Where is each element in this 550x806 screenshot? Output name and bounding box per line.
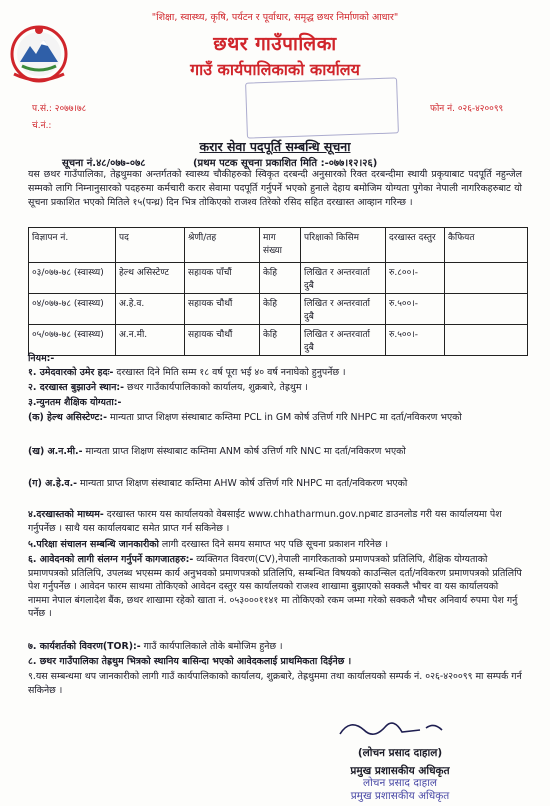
submission-place-label: २. दरखास्त बुझाउने स्थान:-: [28, 382, 125, 393]
office-stamp: [245, 77, 399, 138]
column-header: दरखास्त दस्तुर: [386, 228, 445, 263]
notice-date: (प्रथम पटक सूचना प्रकाशित मिति :-०७७।१२।२६): [192, 158, 378, 169]
table-row: [29, 325, 528, 356]
application-medium-text: दरखास्त फारम यस कार्यालयको वेबसाईट www.chhatharmun.gov.npबाट डाउनलोड गरी यस कार्यालयमा पेश गर्नुपर्नेछ । साथै यस कार्यालयबाट समेत प्राप्त गर्न सकिनेछ ।: [28, 509, 502, 534]
submission-place-item: [28, 381, 522, 395]
qualification-ahw-text: मान्यता प्राप्त शिक्षण संस्थाबाट कम्तिमा AHW कोर्ष उत्तिर्ण गरि NHPC मा दर्ता/नविकरण भएको: [77, 478, 408, 489]
column-header: परिक्षाको किसिम: [301, 228, 386, 263]
phone-number: फोन नं. ०२६-४२००९९: [430, 104, 504, 114]
table-cell: केहि: [260, 325, 301, 356]
contact-text: ९.यस सम्बन्धमा थप जानकारीको लागी गाउँ कार्यपालिकाको कार्यालय, शुक्रबारे, तेह्रथुममा तथा कार्यालयको सम्पर्क नं. ०२६-४२००९९ मा सम्पर्क गर्न सकिनेछ ।: [28, 671, 522, 696]
table-cell: लिखित र अन्तरवार्ता दुबै: [301, 325, 386, 356]
contact-item: [28, 670, 522, 697]
motto: "शिक्षा, स्वास्थ्य, कृषि, पर्यटन र पूर्वाधार, समृद्ध छथर निर्माणको आधार": [151, 12, 399, 23]
qualification-ahw: [28, 477, 522, 491]
age-limit-label: १. उमेदवारको उमेर हदः-: [28, 367, 114, 378]
required-documents-label: ६. आवेदनको लागी संलग्न गर्नुपर्ने कागजातहरु:-: [28, 554, 194, 565]
reference-number: प.सं.: २०७७।७८: [32, 104, 87, 114]
priority-item: [28, 655, 522, 669]
table-cell: सहायक चौथौं: [185, 325, 260, 356]
table-cell: ०४/०७७-७८ (स्वास्थ्य): [29, 294, 116, 325]
table-cell: रु.५००।-: [386, 325, 445, 356]
tor-text: गाउँ कार्यपालिकाले तोके बमोजिम हुनेछ ।: [140, 641, 283, 652]
column-header: श्रेणी/तह: [185, 228, 260, 263]
exam-info-item: [28, 538, 522, 552]
tor-label: ७. कार्यशर्तको विवरण(TOR):-: [28, 641, 141, 652]
signature-scribble: [330, 712, 460, 746]
submission-place-text: छथर गाउँकार्यपालिकाको कार्यालय, शुक्रबारे, तेह्रथुम ।: [124, 382, 308, 393]
table-cell: ०५/०७७-७८ (स्वास्थ्य): [29, 325, 116, 356]
notice-title: करार सेवा पदपूर्ति सम्बन्धि सूचना: [199, 139, 351, 154]
signature-stamp-name: लोचन प्रसाद दाहाल: [362, 777, 438, 789]
column-header: कैफियत: [445, 228, 528, 263]
dispatch-number: चं.नं.:: [32, 121, 52, 131]
table-cell: लिखित र अन्तरवार्ता दुबै: [301, 263, 386, 294]
qualification-ha-text: मान्यता प्राप्त शिक्षण संस्थाबाट कम्तिमा PCL in GM कोर्ष उत्तिर्ण गरि NHPC मा दर्ता/नविकरण भएको: [106, 412, 462, 423]
qualification-anm-text: मान्यता प्राप्त शिक्षण संस्थाबाट कम्तिमा ANM कोर्ष उत्तिर्ण गरि NNC मा दर्ता/नविकरण भएको: [82, 446, 406, 457]
table-cell: हेल्थ असिस्टेण्ट: [116, 263, 185, 294]
signature-stamp-role: प्रमुख प्रशासकीय अधिकृत: [350, 790, 450, 802]
intro-paragraph: यस छथर गाउँपालिका, तेह्रथुमका अन्तर्गतको स्वास्थ्य चौकीहरुको स्विकृत दरबन्दी अनुसारको रिक्त दरबन्दीमा स्थायी प्रकृयाबाट पदपूर्ति नहुन्जेल सम्मको लागि निम्नानुसारको पदहरुमा कर्मचारी करार सेवामा पदपूर्ति गर्नुपर्ने भएको हुनाले देहाय बमोजिम योग्यता पुगेका नेपाली नागरिकहरुबाट यो सूचना प्रकाशित भएको मितिले १५(पन्ध्र) दिन भित्र तोकिएको राजश्व तिरेको रसिद सहित दरखास्त आव्हान गरिन्छ ।: [28, 169, 522, 208]
table-cell: केहि: [260, 263, 301, 294]
qualification-heading-text: ३.न्युनतम शैक्षिक योग्यता:-: [28, 397, 122, 408]
qualification-ha-label: (क) हेल्थ असिस्टेण्ट:-: [28, 412, 107, 423]
priority-text: ८. छथर गाउँपालिका तेह्रथुम भित्रको स्थानिय बासिन्दा भएको आवेदकलाई प्राथमिकता दिईनेछ ।: [28, 656, 352, 667]
qualification-heading: [28, 396, 522, 410]
terms-heading: [28, 352, 522, 366]
notice-number: सूचना नं.४८/०७७-०७८: [62, 158, 146, 169]
table-cell: रु.५००।-: [386, 294, 445, 325]
tor-item: [28, 640, 522, 654]
signer-role: प्रमुख प्रशासकीय अधिकृत: [350, 765, 450, 777]
notice-number-line: [62, 155, 377, 169]
signer-name: (लोचन प्रसाद दाहाल): [357, 747, 443, 759]
table-row: [29, 263, 528, 294]
application-medium-label: ४.दरखास्तको माध्यम-: [28, 509, 104, 520]
column-header: पद: [116, 228, 185, 263]
org-name: छथर गाउँपालिका: [213, 33, 337, 55]
table-cell: लिखित र अन्तरवार्ता दुबै: [301, 294, 386, 325]
qualification-ha: [28, 411, 522, 425]
table-cell: अ.न.मी.: [116, 325, 185, 356]
table-cell: [445, 325, 528, 356]
required-documents-text: व्यक्तिगत विवरण(CV),नेपाली नागरिकताको प्रमाणपत्रको प्रतिलिपि, शैक्षिक योग्यताको प्रमाणपत्रको प्रतिलिपि, उपलब्ध भएसम्म कार्य अनुभवको प्रमाणपत्रको प्रतिलिपि, सम्बन्धित विषयको काउन्सिल दर्ता/नविकरण प्रमाणपत्रको प्रतिलिपि पेश गर्नुपर्नेछ । आवेदन फारम साथमा तोकिएको आवेदन दस्तुर यस कार्यालयको राजश्व शाखामा बुझाएको सक्कलै भौचर वा यस कार्यालयको नाममा नेपाल बंगलादेश बैंक, छथर शाखामा रहेको खाता नं. ०५३०००११४१ मा तोकिएको रकम जम्मा गरेको सक्कलै भौचर अनिवार्य रुपमा पेश गर्नु पर्नेछ ।: [28, 554, 522, 619]
qualification-anm-label: (ख) अ.न.मी.-: [28, 446, 83, 457]
qualification-ahw-label: (ग) अ.हे.व.-: [28, 478, 78, 489]
table-cell: सहायक पाँचौं: [185, 263, 260, 294]
table-cell: केहि: [260, 294, 301, 325]
table-header-row: [29, 228, 528, 263]
exam-info-text: लागी दरखास्त दिने समय समाप्त भए पछि सूचना प्रकाशन गरिनेछ ।: [158, 539, 389, 550]
required-documents-item: [28, 553, 522, 621]
table-row: [29, 294, 528, 325]
terms-heading-text: नियम:-: [28, 353, 55, 364]
exam-info-label: ५.परिक्षा संचालन सम्बन्धि जानकारीको: [28, 539, 159, 550]
vacancy-table: [28, 227, 528, 356]
table-cell: [445, 294, 528, 325]
age-limit-text: दरखास्त दिने मिति सम्म १८ वर्ष पूरा भई ४० वर्ष ननाघेको हुनुपर्नेछ ।: [113, 367, 346, 378]
office-name: गाउँ कार्यपालिकाको कार्यालय: [190, 60, 360, 79]
table-cell: अ.हे.व.: [116, 294, 185, 325]
qualification-anm: [28, 445, 522, 459]
table-cell: सहायक चौथौं: [185, 294, 260, 325]
table-cell: [445, 263, 528, 294]
application-medium-item: [28, 508, 522, 535]
age-limit-item: [28, 366, 522, 380]
column-header: माग संख्या: [260, 228, 301, 263]
table-cell: ०३/०७७-७८ (स्वास्थ्य): [29, 263, 116, 294]
column-header: विज्ञापन नं.: [29, 228, 116, 263]
table-cell: रु.८००।-: [386, 263, 445, 294]
